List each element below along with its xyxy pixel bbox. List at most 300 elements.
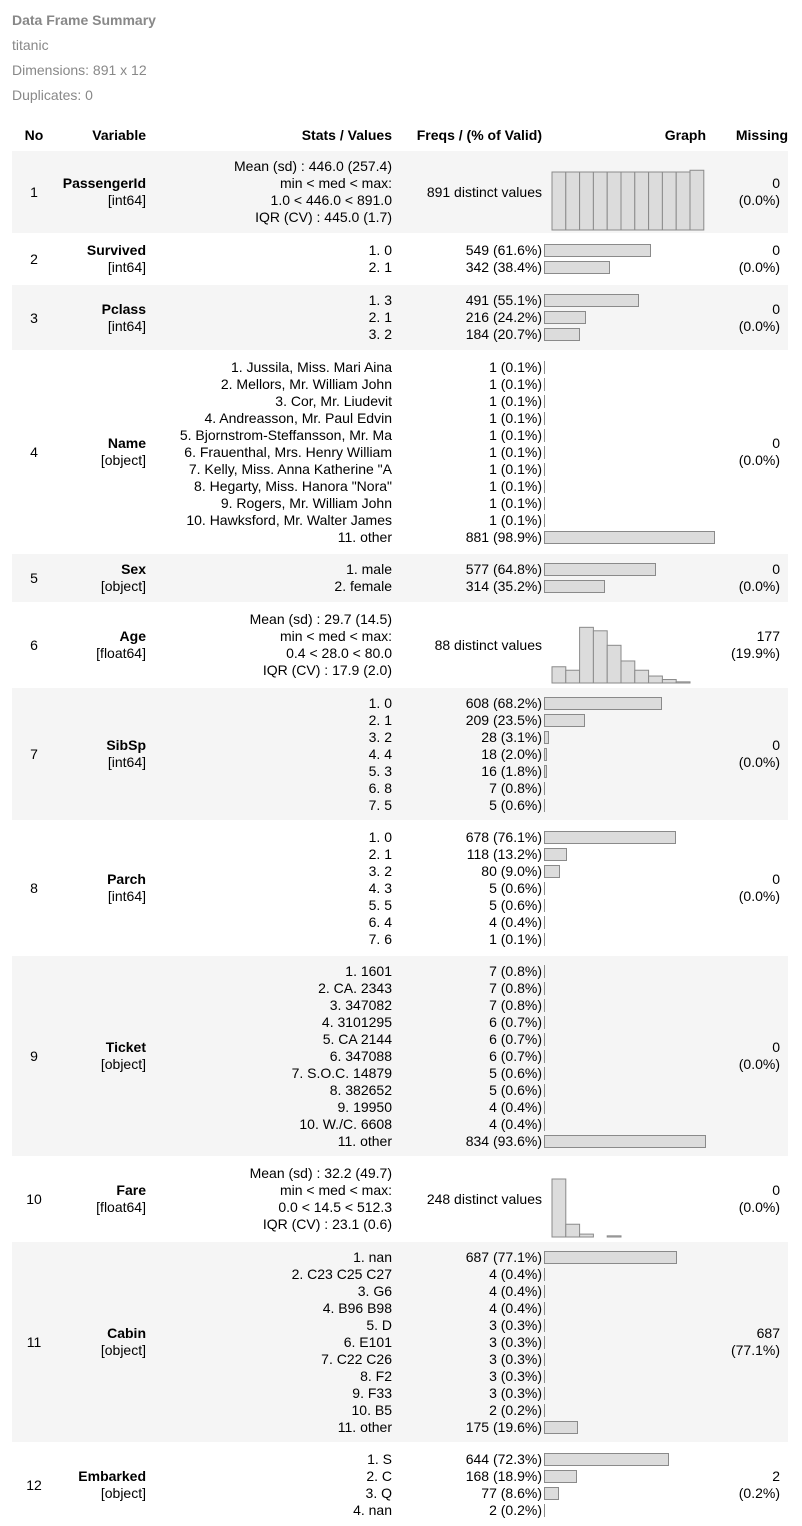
freqs-cell — [392, 955, 542, 1157]
stats-line: 7. 5 — [368, 796, 392, 813]
dimensions-text: Dimensions: 891 x 12 — [12, 62, 147, 78]
stats-line: 1. S — [367, 1451, 392, 1467]
freq-bar — [544, 1504, 545, 1517]
freq-line: 314 (35.2%) — [465, 578, 542, 594]
row-number: 4 — [12, 351, 56, 553]
freq-bar — [544, 1285, 545, 1298]
table-row — [12, 284, 788, 351]
graph-cell — [542, 821, 706, 955]
missing-cell — [706, 955, 788, 1157]
freq-line: 7 (0.8%) — [489, 962, 542, 979]
stats-line: 5. D — [366, 1316, 392, 1333]
histogram-bin — [566, 1224, 580, 1237]
freq-line: 1 (0.1%) — [489, 358, 542, 375]
stats-line: 8. F2 — [360, 1367, 392, 1384]
histogram-bin — [552, 1179, 566, 1237]
graph-cell — [542, 1443, 706, 1526]
freq-bar — [544, 412, 545, 425]
freq-line: 342 (38.4%) — [465, 259, 542, 275]
stats-line: 4. Andreasson, Mr. Paul Edvin — [204, 409, 392, 426]
freq-line: 118 (13.2%) — [466, 845, 542, 862]
freq-line: 88 distinct values — [434, 636, 542, 653]
summary-table — [12, 120, 788, 1526]
stats-line: 5. Bjornstrom-Steffansson, Mr. Ma — [179, 426, 392, 443]
variable-dtype: [int64] — [107, 888, 146, 904]
stats-line: 4. 3 — [368, 879, 392, 896]
variable-dtype: [int64] — [107, 317, 146, 334]
stats-line: 9. Rogers, Mr. William John — [220, 494, 392, 511]
freq-line: 6 (0.7%) — [489, 1047, 542, 1064]
freq-bar — [544, 999, 545, 1012]
freq-line: 1 (0.1%) — [489, 409, 542, 426]
freqs-cell — [392, 284, 542, 351]
freq-bar — [544, 748, 547, 761]
freq-line: 5 (0.6%) — [489, 896, 542, 913]
freq-bar — [544, 1118, 545, 1131]
missing-count: 177 — [756, 628, 780, 644]
freq-line: 18 (2.0%) — [481, 745, 542, 762]
missing-count: 2 — [772, 1468, 780, 1484]
histogram-bin — [621, 661, 635, 683]
row-number: 5 — [12, 553, 56, 603]
stats-line: 1. 0 — [368, 242, 392, 258]
stats-cell — [146, 1443, 392, 1526]
stats-line: 3. 2 — [368, 728, 392, 745]
freq-line: 7 (0.8%) — [489, 996, 542, 1013]
variable-cell — [56, 150, 146, 234]
freq-line: 28 (3.1%) — [481, 728, 542, 745]
freq-bar — [544, 497, 545, 510]
variable-dtype: [object] — [100, 1342, 146, 1358]
freq-bar — [544, 1353, 545, 1366]
missing-count: 0 — [772, 242, 780, 258]
freq-bar — [544, 1421, 578, 1434]
freq-bar — [544, 933, 545, 946]
histogram-svg — [542, 1158, 706, 1240]
stats-line: 7. 6 — [368, 930, 392, 947]
freq-line: 549 (61.6%) — [465, 242, 542, 258]
freq-line: 4 (0.4%) — [489, 1282, 542, 1299]
col-header-stats: Stats / Values — [146, 120, 392, 150]
variable-cell — [56, 1241, 146, 1443]
stats-line: 7. S.O.C. 14879 — [291, 1064, 392, 1081]
freq-line: 1 (0.1%) — [489, 460, 542, 477]
freq-bar — [544, 882, 545, 895]
missing-cell — [706, 150, 788, 234]
histogram-bin — [566, 670, 580, 683]
freq-bar — [544, 848, 567, 861]
stats-line: 11. other — [337, 528, 392, 545]
missing-count: 0 — [772, 175, 780, 191]
freq-line: 7 (0.8%) — [489, 979, 542, 996]
freqs-cell — [392, 351, 542, 553]
variable-cell — [56, 1157, 146, 1241]
freq-bar — [544, 1033, 545, 1046]
freq-line: 4 (0.4%) — [489, 1265, 542, 1282]
table-row — [12, 553, 788, 603]
freq-line: 5 (0.6%) — [489, 796, 542, 813]
freq-bar — [544, 244, 651, 257]
stats-line: 9. 19950 — [337, 1098, 392, 1115]
freqs-cell — [392, 687, 542, 821]
missing-cell — [706, 821, 788, 955]
stats-line: 3. Cor, Mr. Liudevit — [275, 392, 392, 409]
graph-cell — [542, 603, 706, 687]
stats-line: 1. 1601 — [345, 962, 392, 979]
stats-line: 3. G6 — [357, 1282, 392, 1299]
freq-bar — [544, 1336, 545, 1349]
freq-bar — [544, 1268, 545, 1281]
missing-cell — [706, 284, 788, 351]
bar-chart — [542, 688, 706, 820]
dataset-name: titanic — [12, 37, 49, 53]
stats-line: 7. Kelly, Miss. Anna Katherine "A — [188, 460, 392, 477]
stats-line: 4. B96 B98 — [322, 1299, 392, 1316]
stats-line: Mean (sd) : 32.2 (49.7) — [249, 1165, 392, 1181]
bar-chart — [542, 285, 706, 350]
freq-bar — [544, 1084, 545, 1097]
histogram-bin — [635, 670, 649, 683]
freq-bar — [544, 1370, 545, 1383]
stats-line: 6. E101 — [343, 1333, 392, 1350]
histogram — [542, 1158, 706, 1240]
stats-line: 2. female — [334, 578, 392, 594]
missing-cell — [706, 687, 788, 821]
missing-cell — [706, 1443, 788, 1526]
missing-count: 0 — [772, 1182, 780, 1198]
missing-percent: (0.0%) — [738, 888, 780, 904]
stats-line: 2. C — [366, 1468, 392, 1484]
stats-line: min < med < max: — [279, 1182, 392, 1198]
freq-line: 16 (1.8%) — [481, 762, 542, 779]
stats-line: 1. 0 — [368, 828, 392, 845]
table-row — [12, 1443, 788, 1526]
freq-line: 1 (0.1%) — [489, 930, 542, 947]
freq-bar — [544, 1016, 545, 1029]
variable-dtype: [int64] — [107, 259, 146, 275]
variable-dtype: [object] — [100, 1485, 146, 1501]
histogram-bin — [621, 172, 635, 230]
variable-name: Survived — [86, 242, 146, 258]
histogram-bin — [662, 172, 676, 230]
stats-line: 6. 8 — [368, 779, 392, 796]
freq-bar — [544, 865, 560, 878]
freq-bar — [544, 378, 545, 391]
variable-cell — [56, 821, 146, 955]
freq-bar — [544, 731, 549, 744]
summary-title: Data Frame Summary — [12, 12, 156, 28]
freq-bar — [544, 446, 545, 459]
table-row — [12, 955, 788, 1157]
freq-line: 5 (0.6%) — [489, 879, 542, 896]
freq-bar — [544, 1050, 545, 1063]
stats-line: 0.0 < 14.5 < 512.3 — [278, 1199, 392, 1215]
missing-cell — [706, 1157, 788, 1241]
freqs-cell — [392, 1157, 542, 1241]
missing-count: 0 — [772, 435, 780, 451]
variable-dtype: [object] — [100, 578, 146, 594]
table-row — [12, 1241, 788, 1443]
graph-cell — [542, 687, 706, 821]
freq-bar — [544, 831, 676, 844]
freq-line: 248 distinct values — [426, 1190, 542, 1207]
stats-line: IQR (CV) : 23.1 (0.6) — [262, 1216, 392, 1232]
histogram-bin — [607, 645, 621, 683]
histogram-svg — [542, 604, 706, 686]
stats-line: 5. 3 — [368, 762, 392, 779]
stats-line: IQR (CV) : 17.9 (2.0) — [262, 662, 392, 678]
freq-bar — [544, 328, 580, 341]
freq-bar — [544, 1319, 545, 1332]
missing-count: 0 — [772, 300, 780, 317]
stats-line: 2. CA. 2343 — [318, 979, 392, 996]
table-row — [12, 150, 788, 234]
graph-cell — [542, 553, 706, 603]
freq-bar — [544, 1404, 545, 1417]
missing-cell — [706, 553, 788, 603]
freq-bar — [544, 697, 662, 710]
freq-line: 491 (55.1%) — [465, 292, 542, 308]
freq-bar — [544, 563, 656, 576]
col-header-freqs: Freqs / (% of Valid) — [392, 120, 542, 150]
freq-bar — [544, 1067, 545, 1080]
missing-percent: (0.0%) — [738, 452, 780, 468]
freq-line: 1 (0.1%) — [489, 477, 542, 494]
variable-dtype: [int64] — [107, 192, 146, 208]
freq-bar — [544, 294, 639, 307]
histogram-bin — [607, 172, 621, 230]
freq-line: 5 (0.6%) — [489, 1081, 542, 1098]
freq-line: 6 (0.7%) — [489, 1030, 542, 1047]
variable-cell — [56, 1443, 146, 1526]
col-header-graph: Graph — [542, 120, 706, 150]
stats-line: 1. 0 — [368, 694, 392, 711]
freq-line: 216 (24.2%) — [465, 309, 542, 325]
stats-line: 2. Mellors, Mr. William John — [220, 375, 392, 392]
freqs-cell — [392, 150, 542, 234]
freq-line: 687 (77.1%) — [465, 1248, 542, 1265]
freq-bar — [544, 1251, 677, 1264]
stats-cell — [146, 603, 392, 687]
stats-line: 1. 3 — [368, 292, 392, 308]
stats-line: 1. nan — [353, 1248, 392, 1265]
freq-line: 77 (8.6%) — [481, 1485, 542, 1501]
stats-line: 2. 1 — [368, 711, 392, 728]
freq-bar — [544, 361, 545, 374]
bar-chart — [542, 956, 706, 1156]
stats-line: 10. B5 — [351, 1401, 392, 1418]
stats-line: 5. 5 — [368, 896, 392, 913]
stats-line: 6. 4 — [368, 913, 392, 930]
histogram-bin — [676, 682, 690, 683]
stats-line: 3. 347082 — [329, 996, 392, 1013]
freq-bar — [544, 916, 545, 929]
freq-line: 834 (93.6%) — [465, 1132, 542, 1149]
col-header-variable: Variable — [56, 120, 146, 150]
table-row — [12, 687, 788, 821]
missing-percent: (0.0%) — [738, 259, 780, 275]
histogram-svg — [542, 151, 706, 233]
freq-bar — [544, 799, 545, 812]
missing-cell — [706, 351, 788, 553]
stats-cell — [146, 687, 392, 821]
variable-name: Pclass — [101, 300, 146, 317]
variable-name: Cabin — [107, 1325, 146, 1341]
histogram-bin — [635, 172, 649, 230]
table-row — [12, 1157, 788, 1241]
freq-line: 1 (0.1%) — [489, 443, 542, 460]
histogram-bin — [566, 172, 580, 230]
stats-line: 1. Jussila, Miss. Mari Aina — [230, 358, 392, 375]
histogram-bin — [690, 170, 704, 230]
freq-line: 4 (0.4%) — [489, 1115, 542, 1132]
freq-bar — [544, 982, 545, 995]
histogram-bin — [649, 172, 663, 230]
stats-line: Mean (sd) : 446.0 (257.4) — [234, 158, 392, 174]
bar-chart — [542, 822, 706, 954]
freq-bar — [544, 1387, 545, 1400]
stats-line: 4. nan — [353, 1502, 392, 1518]
row-number: 3 — [12, 284, 56, 351]
stats-cell — [146, 284, 392, 351]
stats-line: 1.0 < 446.0 < 891.0 — [270, 192, 392, 208]
missing-count: 687 — [756, 1325, 780, 1341]
freq-bar — [544, 1487, 559, 1500]
col-header-missing: Missing — [706, 120, 788, 150]
freq-line: 2 (0.2%) — [489, 1401, 542, 1418]
missing-cell — [706, 1241, 788, 1443]
freq-line: 3 (0.3%) — [489, 1384, 542, 1401]
freq-line: 3 (0.3%) — [489, 1367, 542, 1384]
histogram-bin — [649, 676, 663, 683]
stats-line: 7. C22 C26 — [321, 1350, 392, 1367]
histogram — [542, 151, 706, 233]
freq-bar — [544, 261, 610, 274]
bar-chart — [542, 554, 706, 602]
freq-bar — [544, 1470, 577, 1483]
freqs-cell — [392, 234, 542, 284]
stats-line: 8. 382652 — [329, 1081, 392, 1098]
stats-line: Mean (sd) : 29.7 (14.5) — [249, 611, 392, 627]
stats-line: 2. 1 — [368, 259, 392, 275]
stats-line: 11. other — [337, 1132, 392, 1149]
stats-cell — [146, 351, 392, 553]
stats-line: 10. W./C. 6608 — [299, 1115, 392, 1132]
freq-bar — [544, 480, 545, 493]
missing-percent: (0.0%) — [738, 754, 780, 770]
freq-bar — [544, 765, 547, 778]
graph-cell — [542, 1241, 706, 1443]
histogram-bin — [593, 631, 607, 683]
freqs-cell — [392, 821, 542, 955]
histogram-bin — [552, 172, 566, 230]
missing-count: 0 — [772, 561, 780, 577]
freq-line: 80 (9.0%) — [481, 862, 542, 879]
histogram-bin — [607, 1236, 621, 1237]
variable-cell — [56, 553, 146, 603]
missing-cell — [706, 603, 788, 687]
graph-cell — [542, 284, 706, 351]
stats-line: min < med < max: — [279, 628, 392, 644]
stats-cell — [146, 1241, 392, 1443]
missing-count: 0 — [772, 871, 780, 887]
variable-name: Parch — [107, 871, 146, 887]
freq-line: 1 (0.1%) — [489, 511, 542, 528]
table-header-row — [12, 120, 788, 150]
missing-percent: (0.2%) — [738, 1485, 780, 1501]
duplicates-text: Duplicates: 0 — [12, 87, 93, 103]
freq-bar — [544, 1302, 545, 1315]
variable-dtype: [float64] — [96, 1199, 146, 1215]
col-header-no: No — [12, 120, 56, 150]
freqs-cell — [392, 603, 542, 687]
freq-bar — [544, 463, 545, 476]
stats-cell — [146, 553, 392, 603]
freq-line: 1 (0.1%) — [489, 494, 542, 511]
stats-cell — [146, 821, 392, 955]
variable-name: Name — [107, 435, 146, 451]
bar-chart — [542, 235, 706, 283]
freq-line: 184 (20.7%) — [465, 326, 542, 342]
variable-cell — [56, 603, 146, 687]
histogram — [542, 604, 706, 686]
table-row — [12, 234, 788, 284]
missing-count: 0 — [772, 1039, 780, 1055]
histogram-bin — [580, 172, 594, 230]
bar-chart — [542, 1444, 706, 1526]
missing-percent: (0.0%) — [738, 317, 780, 334]
stats-line: 1. male — [346, 561, 392, 577]
graph-cell — [542, 150, 706, 234]
stats-line: 4. 4 — [368, 745, 392, 762]
variable-cell — [56, 234, 146, 284]
missing-percent: (0.0%) — [738, 1056, 780, 1072]
histogram-bin — [580, 627, 594, 683]
stats-cell — [146, 955, 392, 1157]
graph-cell — [542, 955, 706, 1157]
table-row — [12, 351, 788, 553]
row-number: 1 — [12, 150, 56, 234]
row-number: 11 — [12, 1241, 56, 1443]
freq-bar — [544, 395, 545, 408]
variable-name: Fare — [116, 1182, 146, 1198]
variable-dtype: [object] — [100, 1056, 146, 1072]
freq-line: 4 (0.4%) — [489, 1098, 542, 1115]
stats-line: 6. Frauenthal, Mrs. Henry William — [184, 443, 392, 460]
missing-percent: (77.1%) — [730, 1342, 780, 1358]
variable-name: Age — [119, 628, 146, 644]
stats-line: 9. F33 — [352, 1384, 392, 1401]
row-number: 7 — [12, 687, 56, 821]
graph-cell — [542, 1157, 706, 1241]
stats-line: 3. 2 — [368, 326, 392, 342]
freq-bar — [544, 1135, 706, 1148]
table-row — [12, 603, 788, 687]
stats-cell — [146, 234, 392, 284]
freq-bar — [544, 1101, 545, 1114]
missing-percent: (19.9%) — [730, 645, 780, 661]
freq-line: 3 (0.3%) — [489, 1333, 542, 1350]
table-row — [12, 821, 788, 955]
missing-percent: (0.0%) — [738, 578, 780, 594]
variable-cell — [56, 351, 146, 553]
variable-cell — [56, 284, 146, 351]
variable-dtype: [int64] — [107, 754, 146, 770]
freq-line: 5 (0.6%) — [489, 1064, 542, 1081]
freq-line: 678 (76.1%) — [465, 828, 542, 845]
variable-name: Embarked — [78, 1468, 146, 1484]
freq-bar — [544, 714, 585, 727]
